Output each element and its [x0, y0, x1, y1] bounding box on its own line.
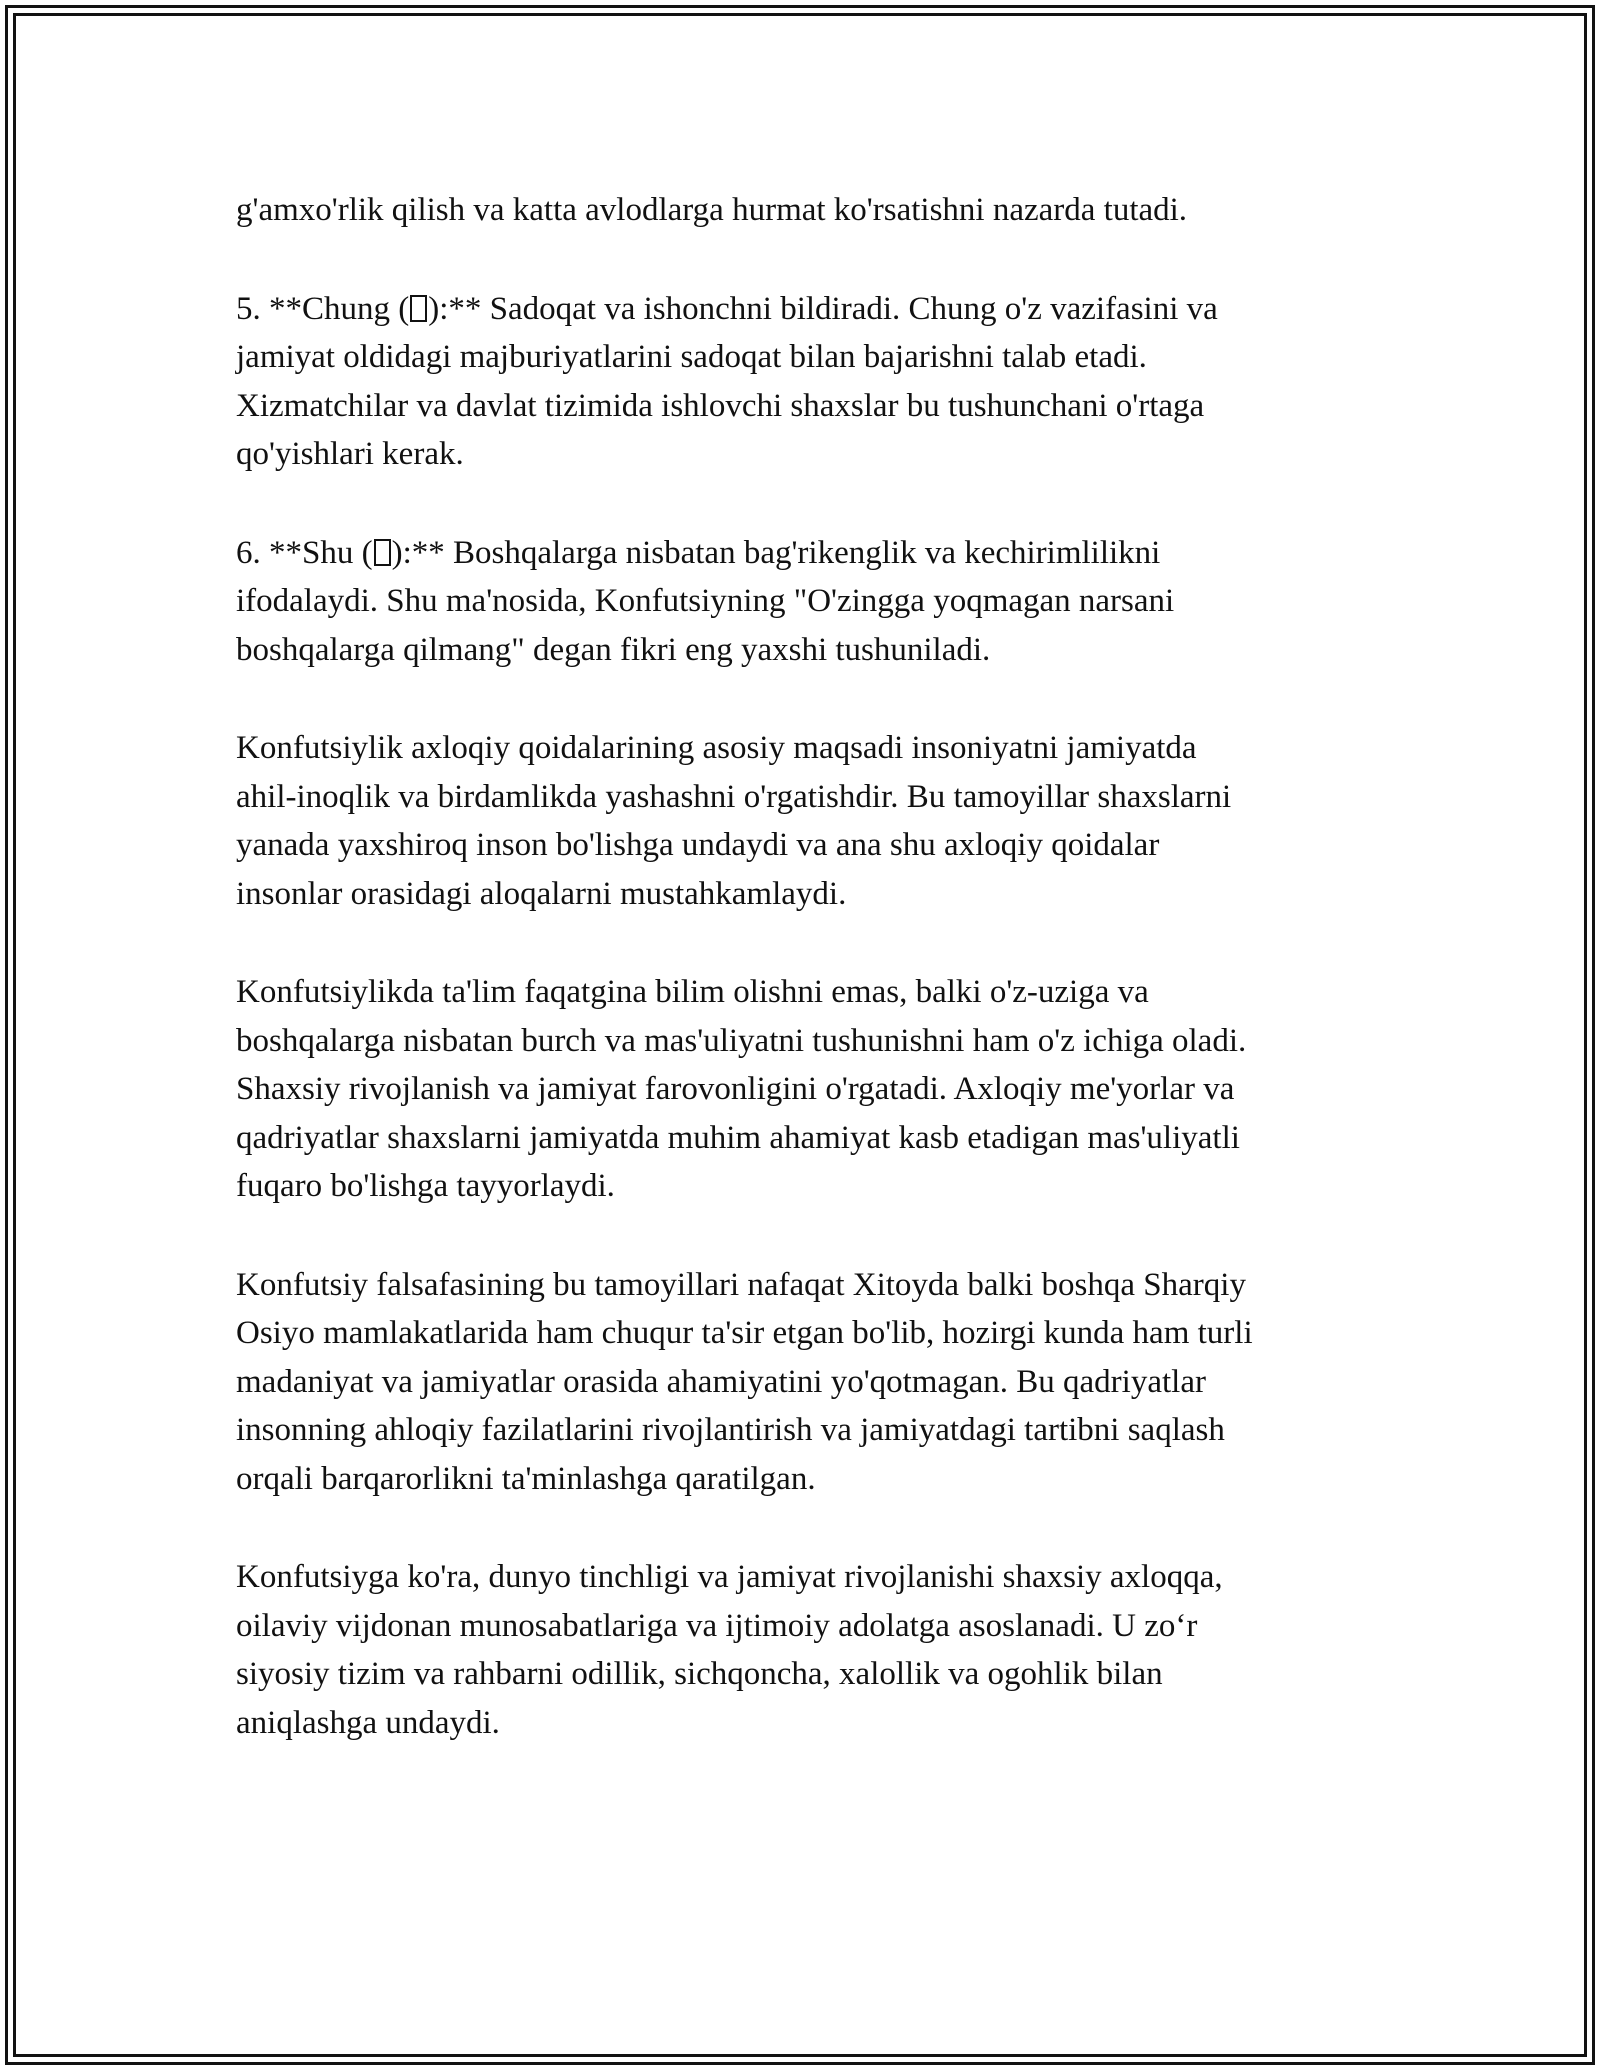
text-line: g'amxo'rlik qilish va katta avlodlarga hurmat ko'rsatishni nazarda tutadi.	[236, 192, 1188, 228]
text-line: Konfutsiylikda ta'lim faqatgina bilim olishni emas, balki o'z-uziga va	[236, 974, 1149, 1010]
text-line: Xizmatchilar va davlat tizimida ishlovchi shaxslar bu tushunchani o'rtaga	[236, 387, 1205, 424]
text-line: siyosiy tizim va rahbarni odillik, sichqoncha, xalollik va ogohlik bilan	[236, 1656, 1163, 1692]
text-line: Shaxsiy rivojlanish va jamiyat farovonligini o'rgatadi. Axloqiy me'yorlar va	[236, 1071, 1235, 1107]
text-line: Konfutsiy falsafasining bu tamoyillari nafaqat Xitoyda balki boshqa Sharqiy	[236, 1266, 1246, 1303]
text-line: fuqaro bo'lishga tayyorlaydi.	[236, 1168, 615, 1204]
list-item-prefix: 6. **Shu (	[236, 534, 373, 571]
paragraph-6	[236, 1261, 1386, 1504]
text-line: oilaviy vijdonan munosabatlariga va ijtimoiy adolatga asoslanadi. U zo‘r	[236, 1607, 1198, 1644]
text-line	[236, 529, 1386, 578]
paragraph-7	[236, 1553, 1386, 1747]
paragraph-chung	[236, 285, 1386, 479]
text-line: insonlar orasidagi aloqalarni mustahkamlaydi.	[236, 875, 847, 912]
text-line	[236, 285, 1386, 334]
missing-glyph-icon	[374, 539, 391, 566]
paragraph-4	[236, 724, 1386, 918]
paragraph-shu	[236, 529, 1386, 675]
text-line: ahil-inoqlik va birdamlikda yashashni o'rgatishdir. Bu tamoyillar shaxslarni	[236, 778, 1232, 815]
text-line: aniqlashga undaydi.	[236, 1704, 500, 1741]
list-item-suffix: ):** Boshqalarga nisbatan bag'rikenglik va kechirimlilikni	[391, 534, 1161, 571]
text-line: boshqalarga qilmang" degan fikri eng yaxshi tushuniladi.	[236, 631, 991, 668]
text-line: insonning ahloqiy fazilatlarini rivojlantirish va jamiyatdagi tartibni saqlash	[236, 1412, 1225, 1448]
text-line: Konfutsiylik axloqiy qoidalarining asosiy maqsadi insoniyatni jamiyatda	[236, 730, 1197, 766]
text-line: jamiyat oldidagi majburiyatlarini sadoqat bilan bajarishni talab etadi.	[236, 339, 1147, 375]
missing-glyph-icon	[410, 295, 427, 322]
text-line: qadriyatlar shaxslarni jamiyatda muhim ahamiyat kasb etadigan mas'uliyatli	[236, 1119, 1240, 1156]
text-line: madaniyat va jamiyatlar orasida ahamiyatini yo'qotmagan. Bu qadriyatlar	[236, 1363, 1206, 1400]
text-line: Osiyo mamlakatlarida ham chuqur ta'sir etgan bo'lib, hozirgi kunda ham turli	[236, 1315, 1253, 1351]
paragraph-5	[236, 968, 1386, 1211]
list-item-prefix: 5. **Chung (	[236, 290, 410, 327]
list-item-suffix: ):** Sadoqat va ishonchni bildiradi. Chung o'z vazifasini va	[428, 290, 1218, 327]
text-line: yanada yaxshiroq inson bo'lishga undaydi va ana shu axloqiy qoidalar	[236, 827, 1160, 863]
document-body	[236, 186, 1386, 1797]
text-line: orqali barqarorlikni ta'minlashga qaratilgan.	[236, 1460, 816, 1497]
text-line: boshqalarga nisbatan burch va mas'uliyatni tushunishni ham o'z ichiga oladi.	[236, 1022, 1247, 1059]
text-line: ifodalaydi. Shu ma'nosida, Konfutsiyning "O'zingga yoqmagan narsani	[236, 583, 1175, 619]
text-line: Konfutsiyga ko'ra, dunyo tinchligi va jamiyat rivojlanishi shaxsiy axloqqa,	[236, 1559, 1223, 1595]
text-line: qo'yishlari kerak.	[236, 436, 464, 472]
paragraph-1	[236, 186, 1386, 235]
